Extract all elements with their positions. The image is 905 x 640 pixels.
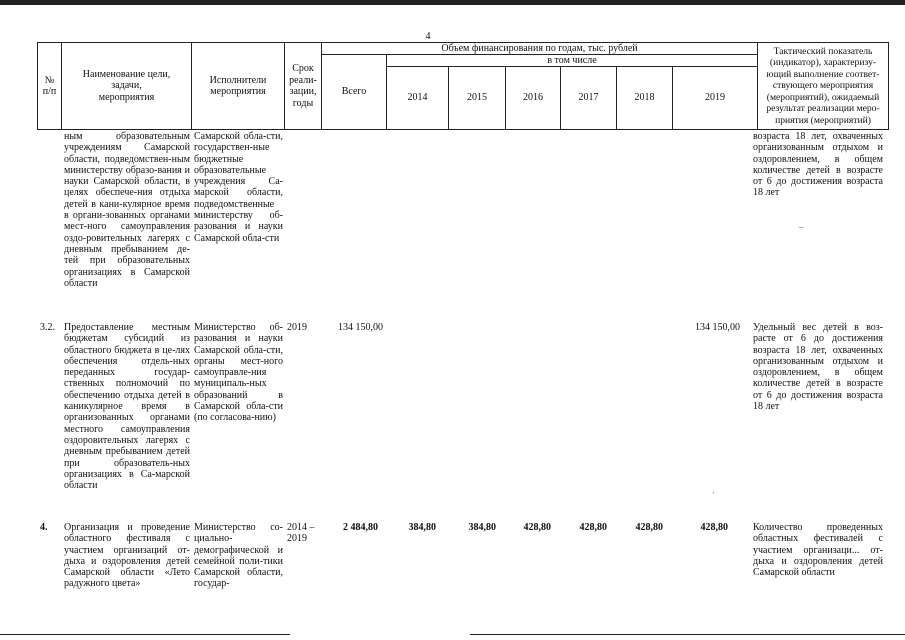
row2-num: 3.2. <box>40 322 55 333</box>
row3-term: 2014 – 2019 <box>287 522 315 545</box>
header-year-2016: 2016 <box>505 66 561 130</box>
header-year-2014: 2014 <box>386 66 449 130</box>
row3-2019: 428,80 <box>700 522 728 533</box>
bottom-rule-left <box>0 634 290 635</box>
row3-2018: 428,80 <box>635 522 663 533</box>
row3-name: Организация и проведение областного фестиваля с участием организаций от-дыха и оздоровления детей Самарской области «Лето радужного цвета» <box>64 522 190 590</box>
dash-mark: – <box>799 222 804 232</box>
header-name: Наименование цели, задачи, мероприятия <box>61 42 192 130</box>
header-year-2018: 2018 <box>616 66 673 130</box>
row3-2016: 428,80 <box>523 522 551 533</box>
row3-2014: 384,80 <box>408 522 436 533</box>
header-num: № п/п <box>37 42 62 130</box>
row2-term: 2019 <box>287 322 307 333</box>
row1-indicator: возраста 18 лет, охваченных организованным отдыхом и оздоровлением, в общем количестве детей в возрасте от 6 до достижения возраста 18 лет <box>753 131 883 199</box>
row3-total: 2 484,80 <box>343 522 378 533</box>
header-executor: Исполнители мероприятия <box>191 42 285 130</box>
header-year-2019: 2019 <box>672 66 758 130</box>
header-incl: в том числе <box>386 54 758 67</box>
scan-mark: · <box>712 488 715 498</box>
row3-executor: Министерство со-циально-демографической и семейной поли-тики Самарской области, государ- <box>194 522 283 590</box>
row2-executor: Министерство об-разования и науки Самарской обла-сти, органы мест-ного самоуправле-ния муниципаль-ных образований в Самарской обла-сти (по согласова-нию) <box>194 322 283 424</box>
row2-2019: 134 150,00 <box>695 322 740 333</box>
header-indicator: Тактический показатель (индикатор), характеризу- ющий выполнение соответ- ствующего мероприятия (мероприятий), ожидаемый результат реализации меро- приятия (мероприятий) <box>757 42 889 130</box>
page-number: 4 <box>425 31 431 42</box>
row2-total: 134 150,00 <box>338 322 383 333</box>
row3-indicator: Количество проведенных областных фестивалей с участием организаци... от-дыха и оздоровления детей Самарской области <box>753 522 883 579</box>
bottom-rule-right <box>470 634 905 635</box>
header-year-2017: 2017 <box>560 66 617 130</box>
header-term: Срок реали- зации, годы <box>284 42 322 130</box>
row3-2015: 384,80 <box>468 522 496 533</box>
header-year-2015: 2015 <box>448 66 506 130</box>
row3-2017: 428,80 <box>579 522 607 533</box>
row1-executor: Самарской обла-сти, государствен-ные бюджетные образовательные учреждения Са-марской области, подведомственные министерству об-разования и науки Самарской обла-сти <box>194 131 283 244</box>
row2-indicator: Удельный вес детей в воз-расте от 6 до достижения возраста 18 лет, охваченных организованным отдыхом и оздоровлением, в общем количестве детей в возрасте от 6 до достижения возраста 18 лет <box>753 322 883 413</box>
row1-name: ным образовательным учреждениям Самарской области, подведомствен-ным министерству образо-вания и науки Самарской области, в целях обеспече-ния отдыха детей в кани-кулярное время в органи-зованных органами мест-ного самоуправления оздо-ровительных лагерях с дневным пребыванием де-тей при образовательных организациях в Самарской области <box>64 131 190 289</box>
row2-name: Предоставление местным бюджетам субсидий из областного бюджета в це-лях обеспечения отдель-ных переданных государ-ственных полномочий по обеспечению отдыха детей в каникулярное время в организованных органами местного самоуправления оздоровительных лагерях с дневным пребыванием детей при образователь-ных организациях в Са-марской области <box>64 322 190 492</box>
top-border <box>0 0 905 5</box>
row3-num: 4. <box>40 522 48 533</box>
header-total: Всего <box>321 54 387 130</box>
header-funding: Объем финансирования по годам, тыс. рублей <box>321 42 758 55</box>
